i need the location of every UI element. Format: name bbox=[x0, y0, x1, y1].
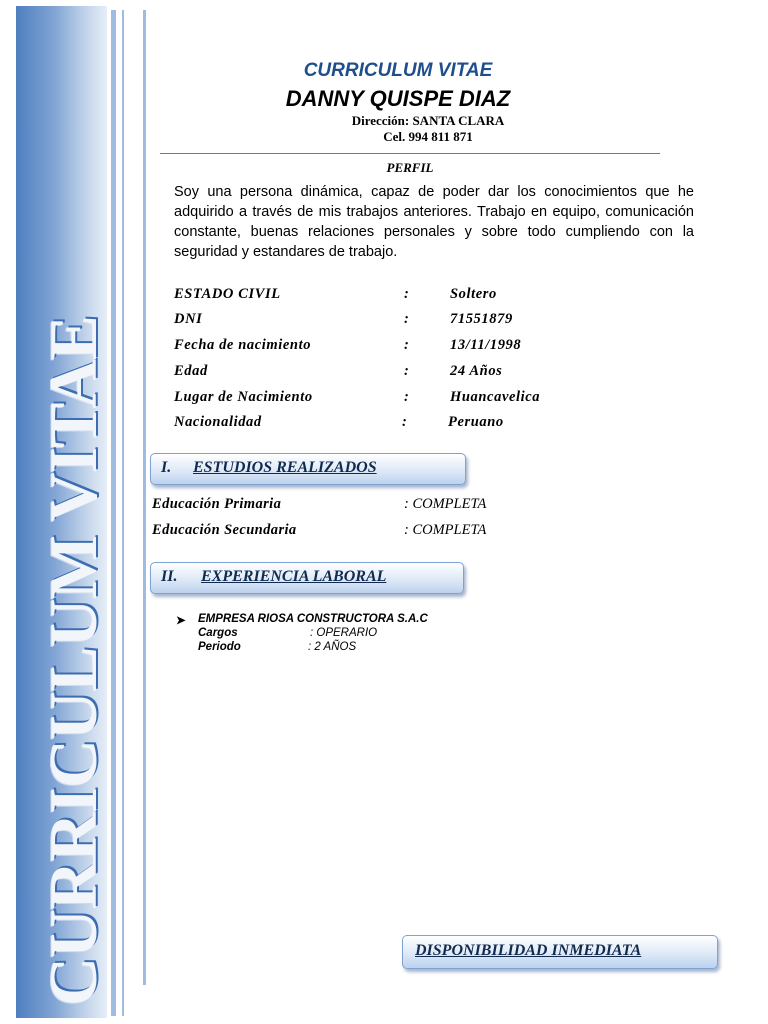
divider-line bbox=[143, 10, 146, 985]
info-colon: : bbox=[402, 414, 408, 430]
info-label: Lugar de Nacimiento bbox=[174, 389, 313, 405]
edu-value: : COMPLETA bbox=[404, 496, 487, 512]
edu-value: : COMPLETA bbox=[404, 522, 487, 538]
info-colon: : bbox=[404, 337, 410, 353]
perfil-heading: PERFIL bbox=[386, 160, 434, 175]
section-number: II. bbox=[161, 568, 178, 585]
availability-box bbox=[402, 935, 718, 969]
cv-title: CURRICULUM VITAE bbox=[303, 60, 493, 81]
candidate-name: DANNY QUISPE DIAZ bbox=[285, 86, 511, 111]
section-estudios-header bbox=[150, 453, 466, 485]
info-label: Nacionalidad bbox=[174, 414, 262, 430]
info-label: Fecha de nacimiento bbox=[174, 337, 312, 353]
availability-text: DISPONIBILIDAD INMEDIATA bbox=[415, 942, 642, 959]
phone: Cel. 994 811 871 bbox=[383, 129, 473, 144]
info-label: DNI bbox=[174, 311, 203, 327]
info-value: 13/11/1998 bbox=[450, 337, 522, 353]
info-label: Edad bbox=[174, 363, 208, 379]
job-periodo-label: Periodo bbox=[198, 641, 241, 653]
job-periodo-row bbox=[198, 641, 357, 653]
job-cargo-row bbox=[198, 627, 378, 639]
info-value: 24 Años bbox=[450, 363, 503, 379]
divider-line bbox=[111, 10, 116, 1016]
section-number: I. bbox=[161, 459, 172, 476]
sidebar-vertical-title: CURRICULUM VITAE bbox=[35, 316, 111, 1006]
section-title: EXPERIENCIA LABORAL bbox=[201, 568, 387, 585]
perfil-text: Soy una persona dinámica, capaz de poder dar los conocimientos que he adquirido a través de mis trabajos anteriores. Trabajo en equipo, comunicación constante, buenas relaciones personales y sobre todo cumpliendo con la seguridad y estandares de trabajo. bbox=[174, 184, 694, 260]
section-title: ESTUDIOS REALIZADOS bbox=[193, 459, 377, 476]
info-value: 71551879 bbox=[450, 311, 513, 327]
divider-line bbox=[122, 10, 124, 1016]
info-colon: : bbox=[404, 311, 410, 327]
header-rule bbox=[160, 153, 660, 154]
sidebar-banner bbox=[16, 6, 111, 1018]
info-value: Huancavelica bbox=[450, 389, 541, 405]
info-value: Soltero bbox=[450, 286, 497, 302]
job-cargo-value: : OPERARIO bbox=[310, 627, 378, 639]
info-label: ESTADO CIVIL bbox=[174, 286, 281, 302]
info-value: Peruano bbox=[448, 414, 504, 430]
address: Dirección: SANTA CLARA bbox=[351, 113, 505, 128]
job-cargo-label: Cargos bbox=[198, 627, 238, 639]
job-company: EMPRESA RIOSA CONSTRUCTORA S.A.C bbox=[198, 613, 428, 625]
edu-label: Educación Primaria bbox=[152, 496, 282, 512]
arrow-bullet-icon: ➤ bbox=[176, 615, 186, 627]
section-experiencia-header bbox=[150, 562, 464, 594]
job-periodo-value: : 2 AÑOS bbox=[308, 641, 357, 653]
info-colon: : bbox=[404, 389, 410, 405]
info-colon: : bbox=[404, 363, 410, 379]
info-colon: : bbox=[404, 286, 410, 302]
edu-label: Educación Secundaria bbox=[152, 522, 297, 538]
